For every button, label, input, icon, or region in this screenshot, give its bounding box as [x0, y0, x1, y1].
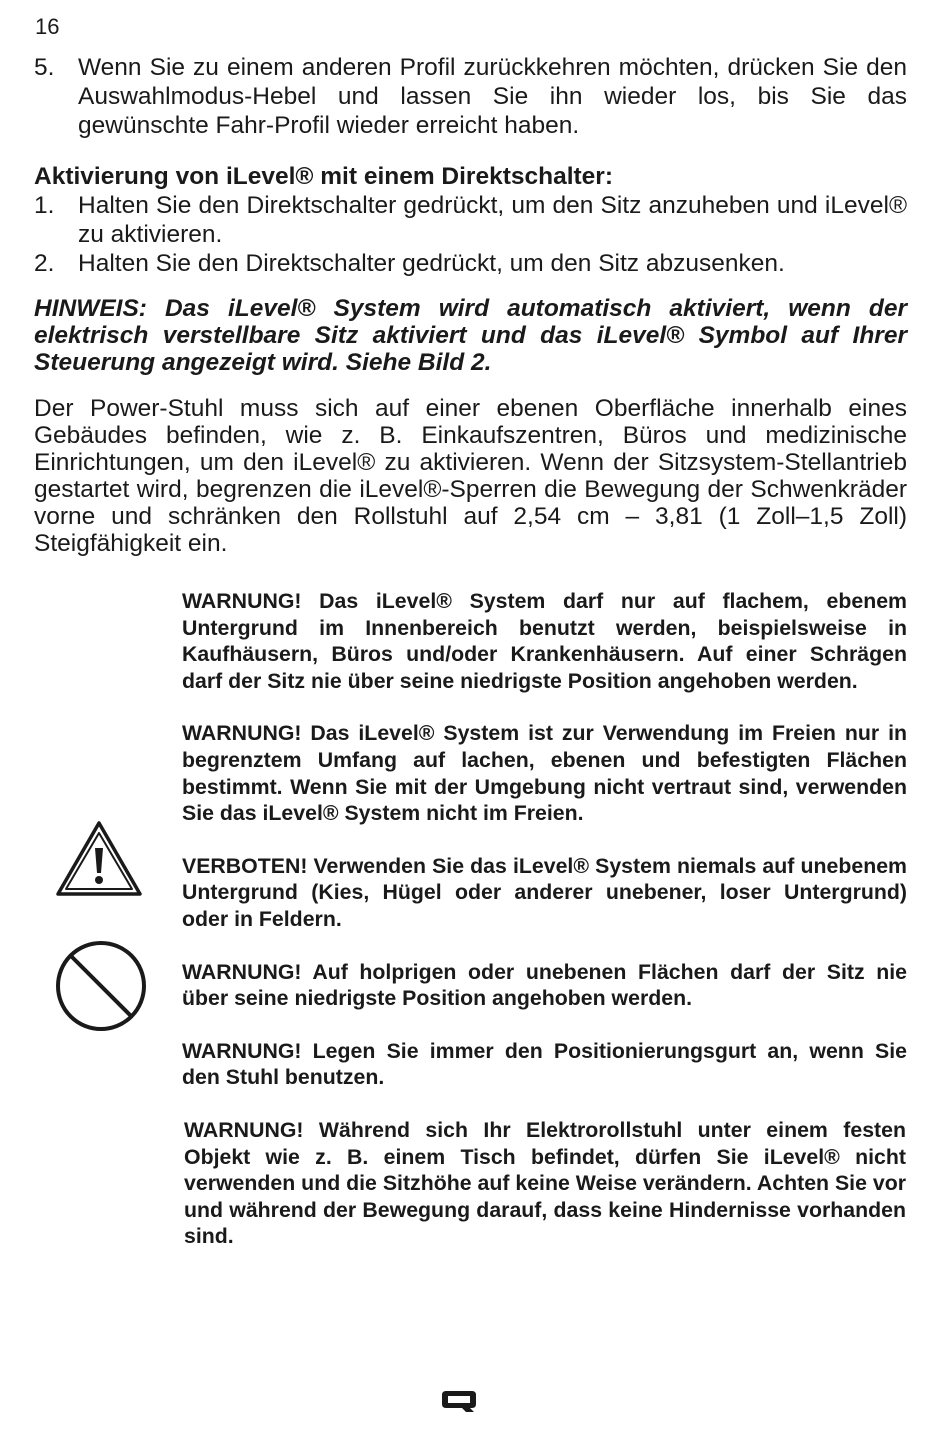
list-item-number: 5.	[34, 54, 55, 81]
warning-text: WARNUNG! Während sich Ihr Elektrorollstuhl unter einem festen Objekt wie z. B. einem Tisch befindet, dürfen Sie iLevel® nicht verwenden und die Sitzhöhe auf keine Weise verändern. Achten Sie vor und während der Bewegung darauf, dass keine Hindernisse vorhanden sind.	[184, 1117, 906, 1249]
section-heading: Aktivierung von iLevel® mit einem Direktschalter:	[34, 163, 614, 190]
warning-text: WARNUNG! Das iLevel® System ist zur Verwendung im Freien nur in begrenztem Umfang auf lachen, ebenen und befestigten Flächen bestimmt. Wenn Sie mit der Umgebung nicht vertraut sind, verwenden Sie das iLevel® System nicht im Freien.	[182, 721, 907, 826]
list-item-number: 1.	[34, 192, 55, 219]
prohibition-icon	[54, 939, 148, 1033]
list-item	[34, 249, 907, 278]
warning-triangle-icon	[55, 820, 143, 898]
list-item-number: 2.	[34, 250, 55, 277]
intro-list	[34, 53, 907, 140]
note-text: HINWEIS: Das iLevel® System wird automatisch aktiviert, wenn der elektrisch verstellbare Sitz aktiviert und das iLevel® Symbol auf Ihrer Steuerung angezeigt wird. Siehe Bild 2.	[34, 295, 907, 376]
warning-text: WARNUNG! Auf holprigen oder unebenen Flächen darf der Sitz nie über seine niedrigste Position angehoben werden.	[182, 959, 907, 1011]
warnings-block	[182, 588, 907, 1276]
list-item-text: Halten Sie den Direktschalter gedrückt, um den Sitz anzuheben und iLevel® zu aktivieren.	[78, 192, 907, 248]
page-number: 16	[35, 14, 60, 39]
main-content	[34, 53, 907, 557]
warning-text: WARNUNG! Das iLevel® System darf nur auf flachem, ebenem Untergrund im Innenbereich benutzt werden, beispielsweise in Kaufhäusern, Büros und/oder Krankenhäusern. Auf einer Schrägen darf der Sitz nie über seine niedrigste Position angehoben werden.	[182, 589, 907, 693]
list-item	[34, 53, 907, 140]
list-item-text: Halten Sie den Direktschalter gedrückt, um den Sitz abzusenken.	[78, 250, 785, 277]
body-paragraph: Der Power-Stuhl muss sich auf einer ebenen Oberfläche innerhalb eines Gebäudes befinden, wie z. B. Einkaufszentren, Büros und medizinische Einrichtungen, um den iLevel® zu aktivieren. Wenn der Sitzsystem-Stellantrieb gestartet wird, begrenzen die iLevel®-Sperren die Bewegung der Schwenkräder vorne und schränken den Rollstuhl auf 2,54 cm – 3,81 (1 Zoll–1,5 Zoll) Steigfähigkeit ein.	[34, 395, 907, 557]
list-item	[34, 191, 907, 249]
warning-text: WARNUNG! Legen Sie immer den Positionierungsgurt an, wenn Sie den Stuhl benutzen.	[182, 1038, 907, 1090]
prohibited-text: VERBOTEN! Verwenden Sie das iLevel® System niemals auf unebenem Untergrund (Kies, Hügel oder anderer unebener, loser Untergrund) oder in Feldern.	[182, 853, 907, 931]
direct-switch-list	[34, 191, 907, 278]
q-logo	[440, 1388, 478, 1414]
list-item-text: Wenn Sie zu einem anderen Profil zurückkehren möchten, drücken Sie den Auswahlmodus-Hebel und lassen Sie ihn wieder los, bis Sie das gewünschte Fahr-Profil wieder erreicht haben.	[78, 54, 907, 139]
